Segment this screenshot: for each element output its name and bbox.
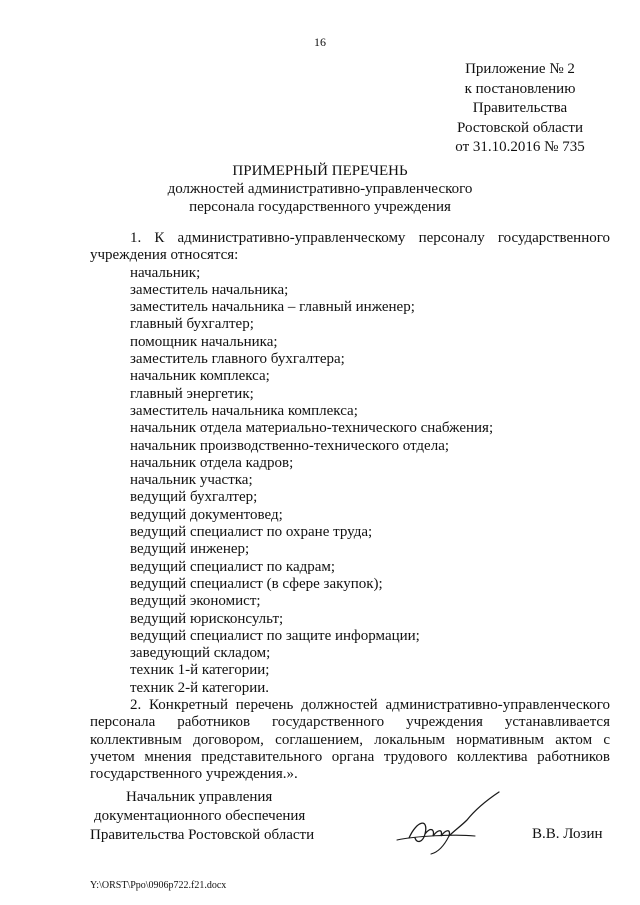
paragraph-2: 2. Конкретный перечень должностей административно-управленческого персонала работников государственного учреждения устанавливается коллективным договором, соглашением, локальным нормативным актом с учетом мнения представительного органа трудового коллектива работников государственного учреждения.».	[90, 697, 610, 783]
signatory-line-1: Начальник управления	[126, 789, 273, 805]
document-title	[0, 162, 640, 216]
position-item: ведущий специалист по защите информации;	[130, 627, 420, 644]
appendix-line: Правительства	[472, 100, 568, 116]
position-item: заместитель начальника;	[130, 281, 289, 298]
position-item: начальник;	[130, 264, 201, 281]
position-item: начальник участка;	[130, 472, 253, 489]
position-item: техник 2-й категории.	[130, 679, 270, 696]
document-body	[90, 230, 610, 784]
appendix-block	[440, 60, 600, 158]
appendix-line: к постановлению	[464, 80, 576, 97]
signatory-line-3: Правительства Ростовской области	[90, 827, 315, 843]
position-item: ведущий специалист по охране труда;	[130, 524, 373, 541]
position-item: заведующий складом;	[130, 645, 271, 662]
paragraph-1-intro: 1. К административно-управленческому персоналу государственного учреждения относятся:	[90, 230, 610, 264]
position-item: начальник производственно-технического отдела;	[130, 437, 450, 454]
page-number: 16	[314, 35, 326, 49]
position-item: ведущий специалист по кадрам;	[130, 558, 336, 575]
position-item: ведущий бухгалтер;	[130, 489, 258, 506]
position-item: помощник начальника;	[130, 333, 278, 350]
appendix-line: Ростовской области	[457, 119, 583, 136]
signatory-title	[90, 788, 330, 845]
appendix-line: от 31.10.2016 № 735	[455, 139, 585, 155]
signatory-name: В.В. Лозин	[532, 826, 603, 842]
handwritten-signature	[395, 790, 515, 860]
position-item: главный энергетик;	[130, 385, 254, 402]
position-item: ведущий инженер;	[130, 541, 250, 558]
position-item: главный бухгалтер;	[130, 316, 254, 333]
position-item: заместитель главного бухгалтера;	[130, 351, 345, 368]
position-item: начальник комплекса;	[130, 368, 270, 385]
position-item: заместитель начальника – главный инженер;	[130, 299, 415, 316]
appendix-line: Приложение № 2	[465, 61, 575, 77]
title-subtitle-line1: должностей административно-управленческого	[167, 181, 473, 197]
position-item: заместитель начальника комплекса;	[130, 402, 358, 419]
position-item: ведущий документовед;	[130, 506, 283, 523]
position-item: ведущий экономист;	[130, 593, 261, 610]
title-heading: ПРИМЕРНЫЙ ПЕРЕЧЕНЬ	[232, 163, 408, 179]
position-item: техник 1-й категории;	[130, 662, 270, 679]
position-item: начальник отдела материально-технического снабжения;	[130, 420, 494, 437]
position-item: ведущий специалист (в сфере закупок);	[130, 575, 383, 592]
file-path: Y:\ORST\Ppo\0906p722.f21.docx	[90, 880, 227, 891]
signatory-line-2: документационного обеспечения	[94, 808, 306, 824]
title-subtitle-line2: персонала государственного учреждения	[189, 199, 451, 215]
position-item: начальник отдела кадров;	[130, 454, 294, 471]
positions-list	[90, 265, 610, 697]
position-item: ведущий юрисконсульт;	[130, 610, 284, 627]
